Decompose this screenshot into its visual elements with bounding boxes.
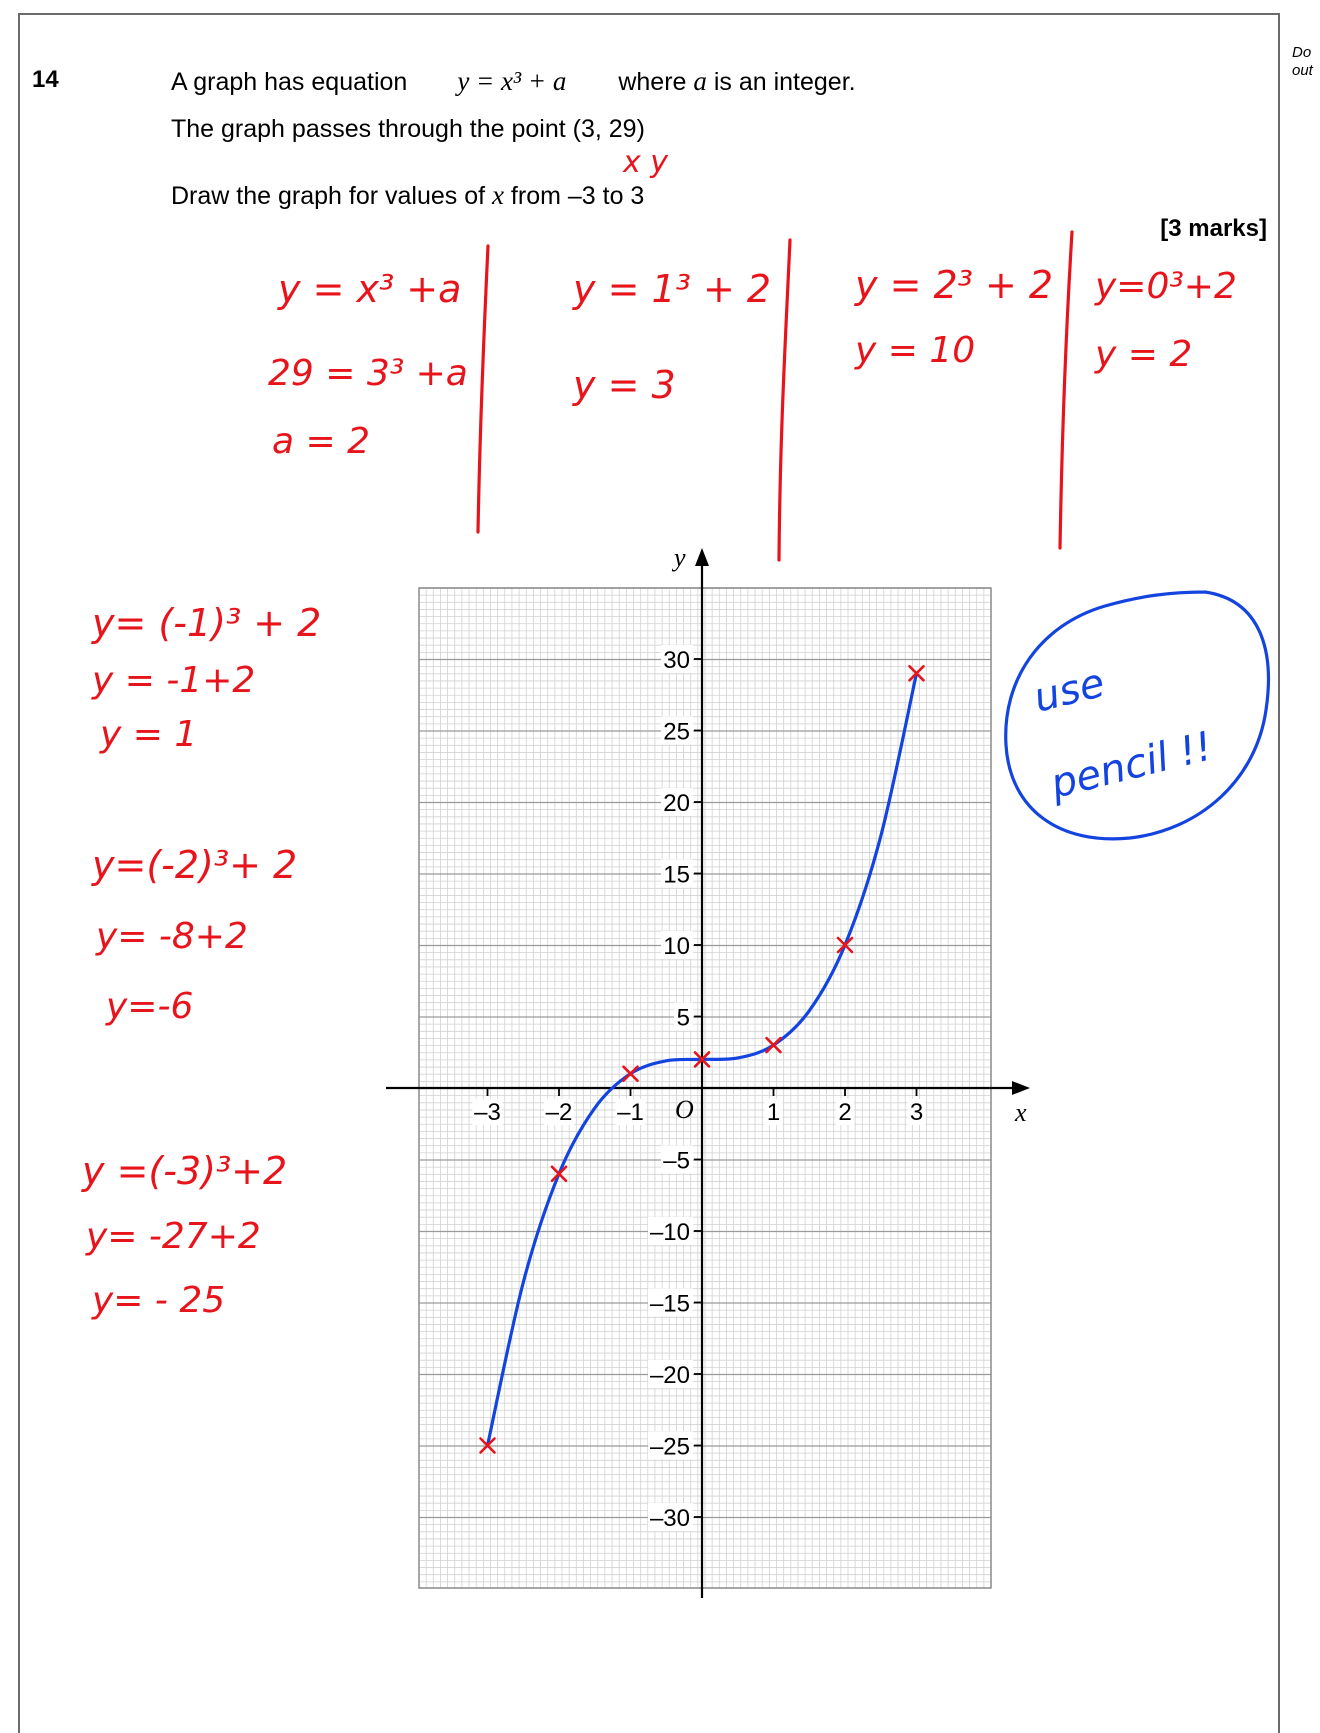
- x-tick-label: –1: [617, 1099, 644, 1126]
- work-xm1-2: y = -1+2: [92, 660, 256, 701]
- var-a: a: [693, 66, 707, 96]
- note-line-2: pencil !!: [1046, 723, 1217, 808]
- y-tick-label: 30: [663, 647, 690, 674]
- y-tick-label: 25: [663, 718, 690, 746]
- y-tick-label: –5: [663, 1147, 690, 1175]
- y-tick-label: –10: [649, 1219, 690, 1246]
- graph: [386, 543, 1030, 1598]
- x-axis-arrow: [1012, 1081, 1030, 1095]
- y-tick-label: –20: [649, 1362, 690, 1389]
- y-tick-label: 10: [663, 933, 690, 960]
- work-a-2: 29 = 3³ +a: [268, 353, 468, 394]
- work-xm1-3: y = 1: [100, 714, 198, 755]
- question-number: 14: [32, 66, 59, 93]
- work-x2-1: y = 2³ + 2: [855, 263, 1054, 307]
- divider-3: [1060, 232, 1072, 548]
- plotted-point-cross: [624, 1067, 638, 1081]
- work-xm2-3: y=-6: [106, 986, 194, 1027]
- x-tick-label: 3: [909, 1099, 924, 1126]
- line3-post: from –3 to 3: [503, 182, 645, 210]
- plotted-point-cross: [552, 1167, 566, 1181]
- note-line-1: use: [1029, 659, 1110, 722]
- x-tick-label: 2: [838, 1099, 852, 1126]
- text-where: where: [618, 68, 694, 96]
- work-xm3-3: y= - 25: [92, 1280, 226, 1321]
- y-tick-label: 20: [663, 790, 690, 817]
- work-a-1: y = x³ +a: [278, 267, 462, 311]
- y-tick-label: 15: [663, 861, 690, 889]
- work-xm3-1: y =(-3)³+2: [82, 1149, 288, 1193]
- work-xm2-1: y=(-2)³+ 2: [92, 843, 298, 887]
- y-tick-label: –30: [649, 1505, 690, 1532]
- xy-hint: x y: [623, 145, 669, 180]
- question-line-2: The graph passes through the point (3, 29): [171, 115, 645, 143]
- x-tick-label: –2: [545, 1099, 573, 1126]
- x-tick-label: –3: [474, 1099, 501, 1126]
- divider-2: [779, 240, 790, 560]
- y-tick-label: 5: [676, 1004, 690, 1032]
- y-tick-label: –15: [649, 1290, 690, 1318]
- marks-label: [3 marks]: [1160, 215, 1267, 242]
- y-axis-arrow: [695, 548, 709, 566]
- x-axis-label: x: [1015, 1098, 1027, 1127]
- work-x1-1: y = 1³ + 2: [573, 267, 772, 311]
- work-xm3-2: y= -27+2: [86, 1216, 261, 1257]
- equation: y = x³ + a: [457, 66, 567, 96]
- work-x1-2: y = 3: [573, 363, 676, 407]
- x-tick-label: 1: [766, 1099, 781, 1126]
- work-x2-2: y = 10: [855, 330, 976, 371]
- line3-pre: Draw the graph for values of: [171, 182, 492, 210]
- var-x: x: [492, 180, 504, 210]
- text-integer: is an integer.: [706, 68, 856, 96]
- work-x0-1: y=0³+2: [1095, 266, 1237, 307]
- margin-note: Do out: [1292, 44, 1313, 79]
- work-xm2-2: y= -8+2: [96, 916, 248, 957]
- origin-label: O: [675, 1095, 694, 1124]
- work-x0-2: y = 2: [1095, 334, 1193, 375]
- plotted-point-cross: [767, 1038, 781, 1052]
- y-axis-label: y: [674, 543, 686, 572]
- divider-1: [478, 246, 488, 532]
- y-tick-label: –25: [649, 1433, 690, 1461]
- work-xm1-1: y= (-1)³ + 2: [92, 601, 322, 645]
- question-intro: A graph has equation: [171, 68, 408, 96]
- work-a-3: a = 2: [272, 421, 371, 462]
